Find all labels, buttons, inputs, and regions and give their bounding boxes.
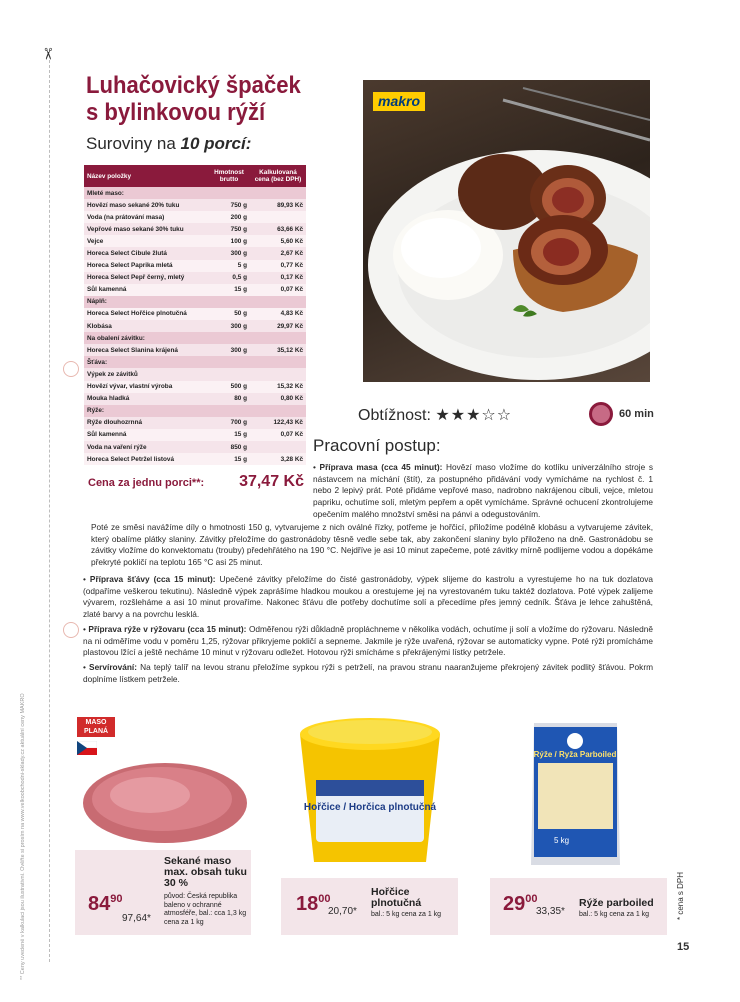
cell-name: Výpek ze závitků bbox=[84, 368, 208, 380]
product-name-meat: Sekané maso max. obsah tuku 30 % bbox=[164, 855, 247, 889]
cell-weight: 300 g bbox=[208, 344, 250, 356]
ground-meat-image bbox=[80, 755, 250, 847]
procedure-step bbox=[83, 662, 653, 685]
price-int: 18 bbox=[296, 893, 319, 915]
cell-name: Horeca Select Hořčice plnotučná bbox=[84, 308, 208, 320]
step-text: Upečené závitky přeložíme do čisté gastronádoby, výpek slijeme do kastrolu a vyrestujeme ho na tuk dozlatova (odpaříme veškerou tekutinu). Následně výpek zaprášíme hladkou moukou a orestujeme jej na vyrestovaném tuku taktéž dozlatova. Poté výpek zalijeme vývarem, rozšleháme a asi 10 minut provaříme. Nakonec šťávu dle potřeby dochutíme solí a přecedíme přes jemný cedník. Šťáva je lehce zahuštěná, zlaté barvy a na povrchu lesklá. bbox=[83, 574, 654, 620]
price-dec: 00 bbox=[525, 893, 538, 905]
product-detail-mustard: bal.: 5 kg cena za 1 kg bbox=[371, 911, 442, 918]
cell-weight bbox=[208, 187, 250, 199]
ingredients-body bbox=[84, 187, 306, 465]
cell-price: 0,07 Kč bbox=[250, 284, 306, 296]
step-heading: Příprava masa (cca 45 minut): bbox=[319, 462, 443, 472]
price-dec: 00 bbox=[318, 893, 331, 905]
table-row bbox=[84, 211, 306, 223]
rice-bag-image bbox=[528, 715, 623, 873]
ingredients-table bbox=[84, 165, 306, 465]
procedure-step bbox=[83, 624, 653, 659]
price-vat-rice: 33,35* bbox=[536, 906, 565, 917]
table-row bbox=[84, 320, 306, 332]
cell-name: Hovězí maso sekané 20% tuku bbox=[84, 199, 208, 211]
price-vat-meat: 97,64* bbox=[122, 913, 151, 924]
cell-name: Klobása bbox=[84, 320, 208, 332]
table-row bbox=[84, 284, 306, 296]
cell-weight: 700 g bbox=[208, 417, 250, 429]
bullet-icon: • bbox=[83, 662, 90, 672]
product-name-rice: Rýže parboiled bbox=[579, 897, 654, 909]
czech-flag-icon bbox=[77, 741, 97, 755]
cell-weight bbox=[208, 296, 250, 308]
header-weight: Hmotnost brutto bbox=[208, 165, 250, 187]
prep-time: 60 min bbox=[619, 408, 654, 420]
cell-name: Na obalení závitku: bbox=[84, 332, 208, 344]
price-dec: 90 bbox=[110, 893, 123, 905]
cell-weight: 300 g bbox=[208, 320, 250, 332]
table-row bbox=[84, 223, 306, 235]
cell-name: Hovězí vývar, vlastní výroba bbox=[84, 381, 208, 393]
rice-pack-label: Rýže / Ryža Parboiled bbox=[533, 750, 617, 759]
table-row bbox=[84, 453, 306, 465]
cell-name: Vepřové maso sekané 30% tuku bbox=[84, 223, 208, 235]
cell-price: 15,32 Kč bbox=[250, 381, 306, 393]
dish-photo bbox=[363, 80, 650, 382]
cell-name: Voda (na prátování masa) bbox=[84, 211, 208, 223]
mustard-bucket-image bbox=[294, 712, 446, 872]
cell-name: Horeca Select Pepř černý, mletý bbox=[84, 272, 208, 284]
cell-weight: 750 g bbox=[208, 223, 250, 235]
procedure-step bbox=[91, 522, 653, 569]
table-row bbox=[84, 429, 306, 441]
step-text: Hovězí maso vložíme do kotlíku univerzálního stroje s nástavcem na míchání (štít), za postupného přidávání vody vymícháme na rychlost č. 1 nebo 2 lepivý prát. Poté přidáme vepřové maso, nadrobno nakrájenou cibuli, vejce, mletou papriku, ochutíme solí, mletým pepřem a opět vymícháme. Správné ochucení zkontrolujeme opečením malého množství směsi na pánvi a odegustováním. bbox=[313, 462, 653, 519]
step-text: Odměřenou rýži důkladně propláchneme v několika vodách, ochutíme ji solí a vložíme do rýžovaru. Následně na ni odměříme vodu v poměru 1,25, rýžovar přikryjeme pokličí a sepneme. Jakmile je rýže uvařená, rýžovar se automaticky vypne. Poté rýži promícháme plastovou lžící a ještě necháme 10 minut v rýžovaru odležet. Hotovou rýži smícháme s překrájenými lístky petržele. bbox=[83, 624, 654, 658]
price-rice bbox=[503, 893, 538, 916]
cell-weight: 200 g bbox=[208, 211, 250, 223]
table-row bbox=[84, 441, 306, 453]
cell-name: Sůl kamenná bbox=[84, 429, 208, 441]
servings-value: 10 porcí: bbox=[180, 134, 252, 153]
cell-weight: 15 g bbox=[208, 284, 250, 296]
table-section-row bbox=[84, 296, 306, 308]
page-number: 15 bbox=[677, 941, 690, 953]
price-meat bbox=[88, 893, 123, 916]
cell-name: Horeca Select Petržel listová bbox=[84, 453, 208, 465]
cell-weight: 750 g bbox=[208, 199, 250, 211]
difficulty bbox=[358, 405, 512, 425]
cell-price bbox=[250, 296, 306, 308]
cell-name: Sůl kamenná bbox=[84, 284, 208, 296]
table-row bbox=[84, 247, 306, 259]
cell-price: 0,77 Kč bbox=[250, 260, 306, 272]
vat-note: * cena s DPH bbox=[676, 871, 685, 920]
price-int: 84 bbox=[88, 893, 111, 915]
table-row bbox=[84, 272, 306, 284]
cell-weight: 80 g bbox=[208, 393, 250, 405]
cell-price: 3,28 Kč bbox=[250, 453, 306, 465]
product-detail-meat: původ: Česká republika balenо v ochranné atmosféře, bal.: cca 1,3 kg cena za 1 kg bbox=[164, 893, 247, 926]
cell-price bbox=[250, 441, 306, 453]
step-heading: Příprava rýže v rýžovaru (cca 15 minut): bbox=[88, 624, 247, 634]
portion-cost bbox=[88, 473, 304, 491]
table-section-row bbox=[84, 356, 306, 368]
cell-weight: 15 g bbox=[208, 429, 250, 441]
table-section-row bbox=[84, 332, 306, 344]
cell-price: 0,80 Kč bbox=[250, 393, 306, 405]
dish-illustration bbox=[363, 80, 650, 382]
cell-weight: 50 g bbox=[208, 308, 250, 320]
portion-cost-label: Cena za jednu porci**: bbox=[88, 477, 205, 489]
difficulty-label: Obtížnost: bbox=[358, 407, 431, 424]
bullet-icon: • bbox=[83, 574, 90, 584]
cut-line bbox=[49, 60, 50, 962]
cell-weight: 100 g bbox=[208, 235, 250, 247]
difficulty-stars: ★★★☆☆ bbox=[435, 407, 513, 424]
procedure-title: Pracovní postup: bbox=[313, 436, 441, 455]
cell-name: Náplň: bbox=[84, 296, 208, 308]
cell-weight: 850 g bbox=[208, 441, 250, 453]
cell-price: 2,67 Kč bbox=[250, 247, 306, 259]
scissors-icon: ✂ bbox=[38, 47, 56, 61]
bullet-icon: • bbox=[83, 624, 89, 634]
cell-price bbox=[250, 211, 306, 223]
cell-name: Mleté maso: bbox=[84, 187, 208, 199]
recipe-title-line2: s bylinkovou rýží bbox=[86, 99, 266, 126]
bullet-icon: • bbox=[313, 462, 320, 472]
cell-name: Rýže: bbox=[84, 405, 208, 417]
cell-price: 4,83 Kč bbox=[250, 308, 306, 320]
cell-weight: 5 g bbox=[208, 260, 250, 272]
price-vat-mustard: 20,70* bbox=[328, 906, 357, 917]
table-row bbox=[84, 260, 306, 272]
cell-price bbox=[250, 405, 306, 417]
clock-icon bbox=[589, 402, 613, 426]
servings-prefix: Suroviny na bbox=[86, 134, 181, 153]
cell-name: Horeca Select Paprika mletá bbox=[84, 260, 208, 272]
punch-hole-mark bbox=[63, 361, 79, 377]
table-row bbox=[84, 308, 306, 320]
cell-name: Šťáva: bbox=[84, 356, 208, 368]
price-mustard bbox=[296, 893, 331, 916]
table-row bbox=[84, 199, 306, 211]
cell-price bbox=[250, 356, 306, 368]
cell-price: 122,43 Kč bbox=[250, 417, 306, 429]
product-detail-rice: bal.: 5 kg cena za 1 kg bbox=[579, 911, 650, 918]
servings bbox=[86, 134, 251, 154]
step-text: Poté ze směsi navážíme díly o hmotnosti 150 g, vytvarujeme z nich oválné řízky, potřeme je hořčicí, přiložíme podélně klobásu a vytvarujeme závitek, který obalíme plátky slaniny. Závitky přeložíme do gastronádoby těsně vedle sebe tak, aby zakončení slaniny bylo přiloženo na dně. Gastronádobu se závitky vložíme do konvektomatu (trouby) předehřátého na 190 °C. Nejdříve je asi 10 minut zapečeme, poté závitky mírně podlijeme vodou a dopékáme překryté pokličí na teplotu 165 °C asi 25 minut. bbox=[91, 522, 653, 568]
rice-pack-weight: 5 kg bbox=[554, 836, 570, 845]
step-heading: Servírování: bbox=[89, 662, 137, 672]
cell-weight bbox=[208, 405, 250, 417]
cell-price bbox=[250, 368, 306, 380]
table-row bbox=[84, 417, 306, 429]
table-row bbox=[84, 344, 306, 356]
cell-price: 29,97 Kč bbox=[250, 320, 306, 332]
cell-name: Vejce bbox=[84, 235, 208, 247]
cell-weight bbox=[208, 332, 250, 344]
header-price: Kalkulovaná cena (bez DPH) bbox=[250, 165, 306, 187]
cell-name: Horeca Select Slanina krájená bbox=[84, 344, 208, 356]
cell-name: Voda na vaření rýže bbox=[84, 441, 208, 453]
mustard-pack-label: Hořčice / Horčica plnotučná bbox=[303, 802, 437, 813]
cell-weight: 0,5 g bbox=[208, 272, 250, 284]
procedure-step bbox=[83, 574, 653, 621]
header-name: Název položky bbox=[84, 165, 208, 187]
cell-weight: 15 g bbox=[208, 453, 250, 465]
cell-price bbox=[250, 332, 306, 344]
cell-price: 0,07 Kč bbox=[250, 429, 306, 441]
cell-name: Mouka hladká bbox=[84, 393, 208, 405]
table-row bbox=[84, 368, 306, 380]
cell-price: 35,12 Kč bbox=[250, 344, 306, 356]
side-disclaimer: ** Ceny uvedené v kalkulaci jsou ilustrativní. Ověřte si prosím na www.velkoobchodni-sklady.cz aktuální ceny MAKRO bbox=[20, 693, 26, 980]
procedure-step bbox=[313, 462, 653, 521]
table-row bbox=[84, 235, 306, 247]
recipe-title-line1: Luhačovický špaček bbox=[86, 72, 301, 99]
cell-price: 63,66 Kč bbox=[250, 223, 306, 235]
cell-price bbox=[250, 187, 306, 199]
portion-cost-value: 37,47 Kč bbox=[239, 473, 304, 490]
maso-plana-badge: MASO PLANÁ bbox=[77, 717, 115, 737]
makro-logo: makro bbox=[373, 92, 425, 111]
cell-weight: 500 g bbox=[208, 381, 250, 393]
cell-price: 5,60 Kč bbox=[250, 235, 306, 247]
cell-price: 89,93 Kč bbox=[250, 199, 306, 211]
cell-weight bbox=[208, 356, 250, 368]
price-int: 29 bbox=[503, 893, 526, 915]
step-text: Na teplý talíř na levou stranu přeložíme sypkou rýži s petrželí, na pravou stranu naaranžujeme překrojený závitek podlitý šťávou. Pokrm doplníme lístkem petržele. bbox=[83, 662, 653, 684]
product-name-mustard: Hořčice plnotučná bbox=[371, 886, 422, 909]
recipe-title bbox=[86, 72, 316, 126]
step-heading: Příprava šťávy (cca 15 minut): bbox=[89, 574, 216, 584]
table-row bbox=[84, 393, 306, 405]
cell-price: 0,17 Kč bbox=[250, 272, 306, 284]
cell-weight: 300 g bbox=[208, 247, 250, 259]
punch-hole-mark bbox=[63, 622, 79, 638]
table-section-row bbox=[84, 187, 306, 199]
table-row bbox=[84, 381, 306, 393]
cell-weight bbox=[208, 368, 250, 380]
cell-name: Rýže dlouhozrnná bbox=[84, 417, 208, 429]
table-section-row bbox=[84, 405, 306, 417]
cell-name: Horeca Select Cibule žlutá bbox=[84, 247, 208, 259]
